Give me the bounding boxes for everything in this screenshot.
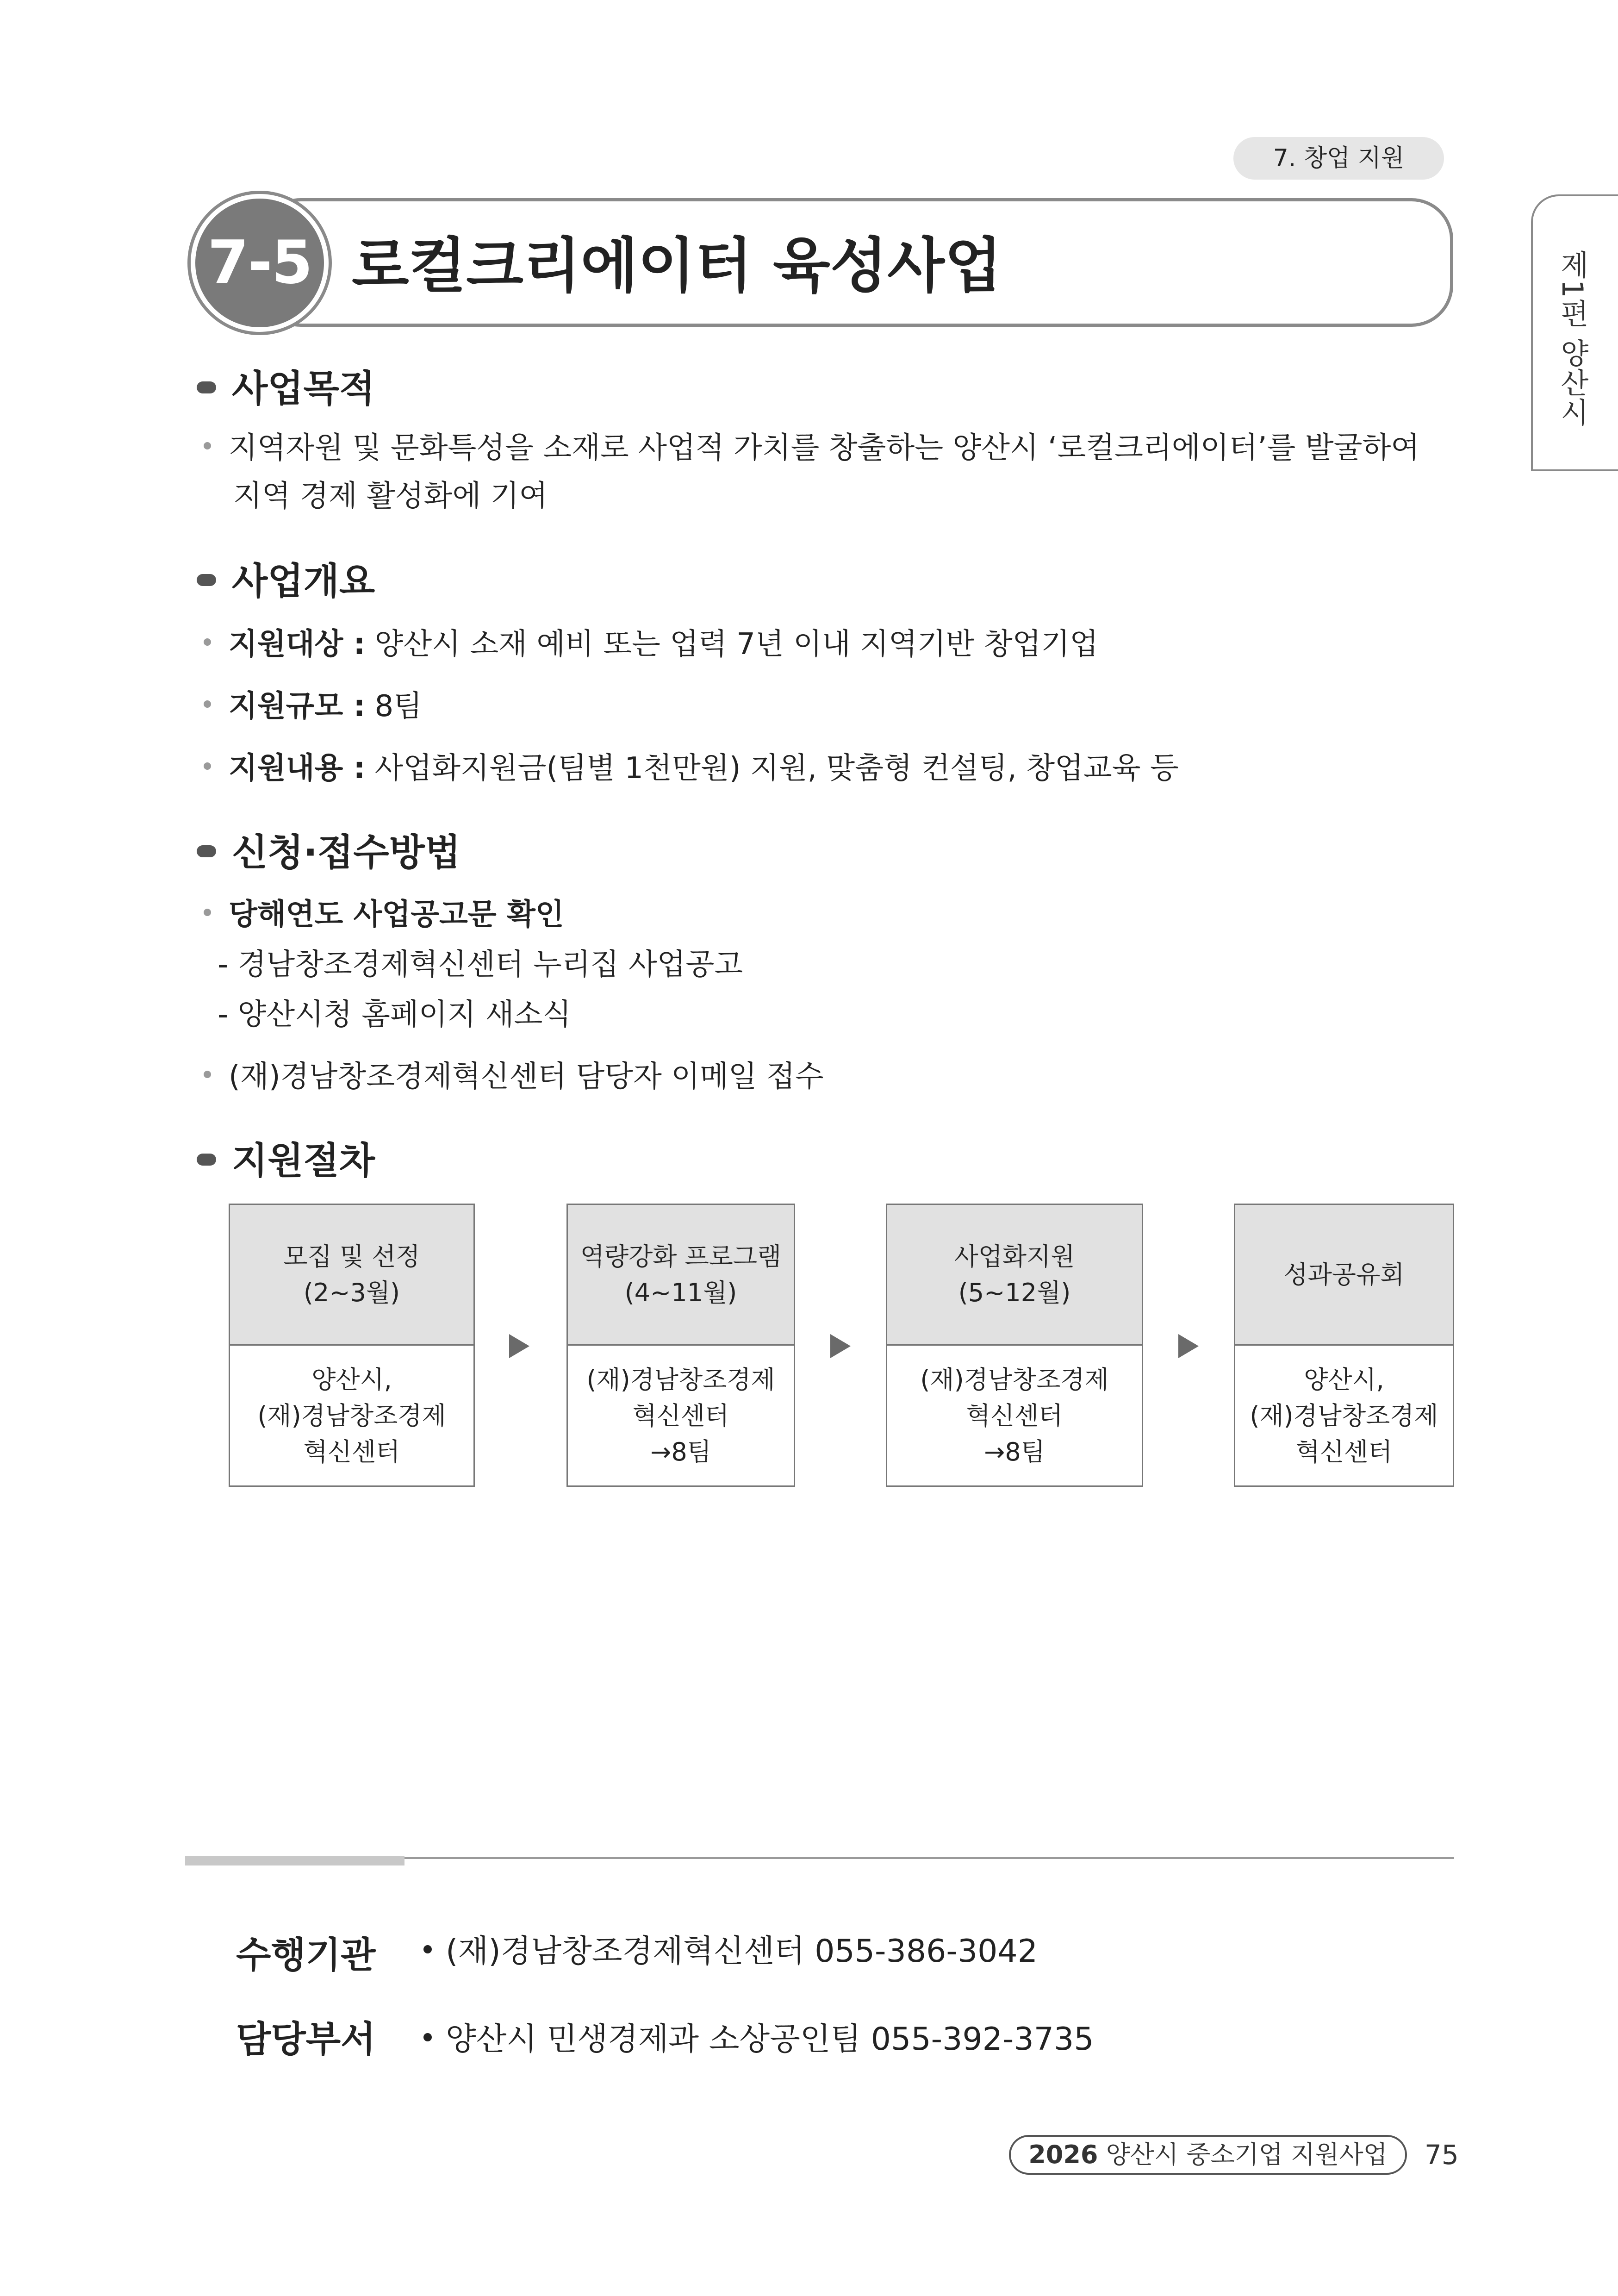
- procedure-step-4: [1234, 1204, 1454, 1487]
- step-org-line: (재)경남창조경제: [1250, 1401, 1438, 1430]
- step-title: 역량강화 프로그램: [580, 1242, 782, 1271]
- step-period: (2~3월): [303, 1278, 400, 1307]
- item-label: 지원규모 :: [229, 689, 366, 724]
- divider-accent: [185, 1856, 404, 1866]
- step-org-line: 양산시,: [311, 1365, 392, 1394]
- purpose-line-2: 지역 경제 활성화에 기여: [233, 479, 548, 513]
- section-number-badge: 7-5: [195, 199, 324, 327]
- arrow-right-icon: [509, 1334, 529, 1358]
- overview-item-target: [204, 621, 1098, 668]
- purpose-line-1: [204, 425, 1419, 471]
- bullet-icon: [204, 909, 211, 916]
- bullet-icon: [204, 700, 211, 708]
- agency-contact: (재)경남창조경제혁신센터 055-386-3042: [446, 1933, 1038, 1970]
- department-info: [423, 2016, 1094, 2063]
- section-heading-purpose: [197, 366, 375, 412]
- footer-title: 양산시 중소기업 지원사업: [1098, 2140, 1388, 2169]
- footer-year: 2026: [1028, 2140, 1098, 2169]
- dash-icon: [197, 845, 216, 857]
- bullet-icon: [204, 638, 211, 646]
- arrow-right-icon: [1178, 1334, 1199, 1358]
- item-label: 지원내용 :: [229, 751, 366, 786]
- section-heading-text: 사업목적: [232, 367, 375, 410]
- bullet-icon: [423, 2033, 432, 2041]
- step-org-line: →8팀: [650, 1437, 711, 1466]
- step-org-line: (재)경남창조경제: [920, 1365, 1109, 1394]
- procedure-step-2: [566, 1204, 795, 1487]
- purpose-text: 지역자원 및 문화특성을 소재로 사업적 가치를 창출하는 양산시 ‘로컬크리에이터’를 발굴하여: [229, 431, 1420, 465]
- item-text: 8팀: [365, 689, 423, 724]
- item-text: (재)경남창조경제혁신센터 담당자 이메일 접수: [229, 1060, 824, 1094]
- step-title: 성과공유회: [1283, 1260, 1405, 1289]
- step-body: [1235, 1347, 1453, 1485]
- bullet-icon: [204, 442, 211, 449]
- application-sub-1: - 경남창조경제혁신센터 누리집 사업공고: [218, 948, 743, 982]
- step-header: [887, 1205, 1142, 1346]
- step-period: (4~11월): [624, 1278, 737, 1307]
- department-contact: 양산시 민생경제과 소상공인팀 055-392-3735: [446, 2021, 1094, 2058]
- step-header: [568, 1205, 794, 1346]
- item-label: 지원대상 :: [229, 627, 366, 661]
- step-body: [568, 1347, 794, 1485]
- department-label: 담당부서: [236, 2019, 376, 2060]
- footer-publication: [1009, 2135, 1407, 2175]
- item-text: 당해연도 사업공고문 확인: [229, 898, 564, 932]
- agency-label: 수행기관: [236, 1934, 376, 1976]
- step-org-line: 혁신센터: [303, 1437, 400, 1466]
- section-heading-application: [197, 830, 461, 876]
- step-org-line: 혁신센터: [1295, 1437, 1393, 1466]
- section-heading-text: 신청·접수방법: [232, 831, 461, 874]
- dash-icon: [197, 574, 216, 586]
- item-text: 사업화지원금(팀별 1천만원) 지원, 맞춤형 컨설팅, 창업교육 등: [365, 751, 1179, 786]
- step-org-line: (재)경남창조경제: [257, 1401, 446, 1430]
- step-org-line: →8팀: [984, 1437, 1045, 1466]
- step-header: [1235, 1205, 1453, 1346]
- step-org-line: 혁신센터: [966, 1401, 1063, 1430]
- step-org-line: 혁신센터: [632, 1401, 729, 1430]
- procedure-step-1: [229, 1204, 475, 1487]
- chapter-label: 7. 창업 지원: [1233, 137, 1444, 180]
- bullet-icon: [204, 762, 211, 770]
- bullet-icon: [204, 1071, 211, 1078]
- agency-info: [423, 1928, 1038, 1975]
- overview-item-content: [204, 745, 1179, 792]
- section-heading-overview: [197, 558, 375, 605]
- section-heading-procedure: [197, 1138, 375, 1184]
- step-title: 사업화지원: [954, 1242, 1075, 1271]
- application-item-2: [204, 1054, 824, 1100]
- step-title: 모집 및 선정: [283, 1242, 420, 1271]
- step-header: [230, 1205, 473, 1346]
- section-heading-text: 지원절차: [232, 1139, 375, 1182]
- step-org-line: 양산시,: [1304, 1365, 1384, 1394]
- item-text: 양산시 소재 예비 또는 업력 7년 이내 지역기반 창업기업: [365, 627, 1099, 661]
- dash-icon: [197, 381, 216, 393]
- application-sub-2: - 양산시청 홈페이지 새소식: [218, 998, 572, 1032]
- page-title: 로컬크리에이터 육성사업: [352, 231, 1002, 300]
- side-tab-label: 제1편 양산시: [1556, 250, 1589, 428]
- step-period: (5~12월): [958, 1278, 1071, 1307]
- step-org-line: (재)경남창조경제: [586, 1365, 775, 1394]
- step-body: [230, 1347, 473, 1485]
- section-heading-text: 사업개요: [232, 560, 375, 603]
- application-item-1: [204, 892, 564, 938]
- dash-icon: [197, 1154, 216, 1166]
- overview-item-scale: [204, 683, 422, 730]
- bullet-icon: [423, 1945, 432, 1953]
- step-body: [887, 1347, 1142, 1485]
- procedure-step-3: [886, 1204, 1143, 1487]
- page-number: 75: [1425, 2139, 1459, 2171]
- arrow-right-icon: [830, 1334, 851, 1358]
